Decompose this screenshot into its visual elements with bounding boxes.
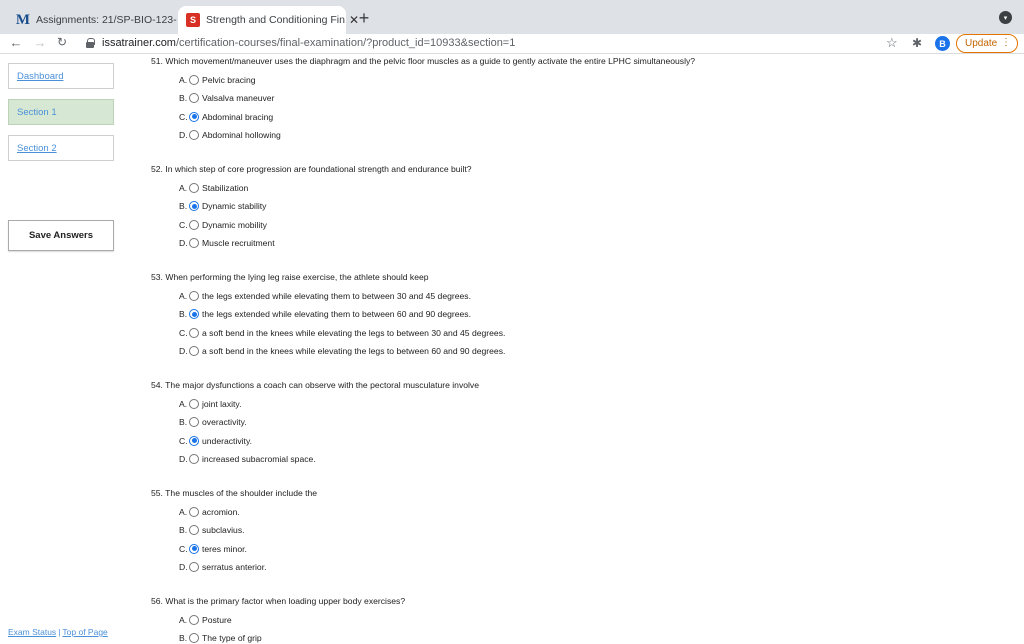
answer-option[interactable]: [151, 524, 1011, 536]
option-text[interactable]: Pelvic bracing: [202, 74, 256, 85]
option-letter: C.: [179, 219, 188, 230]
address-bar[interactable]: [102, 37, 515, 49]
question-text: 56. What is the primary factor when loading upper body exercises?: [151, 596, 406, 606]
radio-button[interactable]: [189, 436, 199, 446]
question-text: 53. When performing the lying leg raise exercise, the athlete should keep: [151, 272, 429, 282]
answer-option[interactable]: [151, 345, 1011, 357]
answer-option[interactable]: [151, 74, 1011, 86]
radio-button[interactable]: [189, 525, 199, 535]
answer-option[interactable]: [151, 398, 1011, 410]
option-letter: B.: [179, 93, 188, 104]
answer-option[interactable]: [151, 92, 1011, 104]
radio-button[interactable]: [189, 238, 199, 248]
option-text[interactable]: Stabilization: [202, 182, 249, 193]
option-text[interactable]: joint laxity.: [202, 398, 242, 409]
option-letter: C.: [179, 327, 188, 338]
tab-assignments[interactable]: [8, 6, 178, 34]
question-text: 55. The muscles of the shoulder include the: [151, 488, 318, 498]
radio-button[interactable]: [189, 112, 199, 122]
option-letter: D.: [179, 346, 188, 357]
answer-option[interactable]: [151, 614, 1011, 626]
option-text[interactable]: Valsalva maneuver: [202, 93, 275, 104]
radio-button[interactable]: [189, 633, 199, 643]
option-text[interactable]: overactivity.: [202, 417, 247, 428]
footer-separator: |: [58, 627, 61, 637]
option-letter: C.: [179, 435, 188, 446]
update-label: Update: [965, 38, 998, 49]
sidebar-item-dashboard: [8, 63, 114, 89]
update-button[interactable]: [956, 34, 1018, 53]
bookmark-star-icon[interactable]: ☆: [886, 35, 898, 50]
answer-option[interactable]: [151, 219, 1011, 231]
radio-button[interactable]: [189, 93, 199, 103]
question-text: 52. In which step of core progression are foundational strength and endurance built?: [151, 164, 472, 174]
option-letter: B.: [179, 417, 188, 428]
radio-button[interactable]: [189, 291, 199, 301]
option-text[interactable]: subclavius.: [202, 525, 245, 536]
answer-option[interactable]: [151, 290, 1011, 302]
option-letter: A.: [179, 506, 188, 517]
answer-option[interactable]: [151, 237, 1011, 249]
option-text[interactable]: Abdominal hollowing: [202, 130, 281, 141]
question-54: [151, 379, 1011, 465]
exam-questions: [151, 55, 1011, 644]
option-letter: B.: [179, 201, 188, 212]
radio-button[interactable]: [189, 328, 199, 338]
radio-button[interactable]: [189, 201, 199, 211]
answer-option[interactable]: [151, 561, 1011, 573]
option-text[interactable]: serratus anterior.: [202, 562, 267, 573]
sidebar-item-section-2: [8, 135, 114, 161]
question-52: [151, 163, 1011, 249]
answer-option[interactable]: [151, 129, 1011, 141]
radio-button[interactable]: [189, 75, 199, 85]
option-letter: D.: [179, 562, 188, 573]
option-letter: A.: [179, 74, 188, 85]
option-letter: B.: [179, 525, 188, 536]
option-letter: A.: [179, 290, 188, 301]
option-letter: C.: [179, 111, 188, 122]
answer-option[interactable]: [151, 327, 1011, 339]
answer-option[interactable]: [151, 111, 1011, 123]
top-of-page-link[interactable]: Top of Page: [62, 627, 108, 637]
question-text: 51. Which movement/maneuver uses the diaphragm and the pelvic floor muscles as a guide to gently activate the entire LPHC simultaneously?: [151, 56, 696, 66]
sidebar-item-section-1[interactable]: [8, 99, 114, 125]
option-text[interactable]: the legs extended while elevating them to between 30 and 45 degrees.: [202, 290, 471, 301]
reload-icon[interactable]: ↻: [56, 35, 68, 49]
radio-button[interactable]: [189, 220, 199, 230]
answer-option[interactable]: [151, 308, 1011, 320]
option-letter: A.: [179, 398, 188, 409]
answer-option[interactable]: [151, 543, 1011, 555]
option-letter: A.: [179, 182, 188, 193]
save-answers-button[interactable]: Save Answers: [8, 220, 114, 251]
option-letter: B.: [179, 633, 188, 644]
option-letter: D.: [179, 130, 188, 141]
back-arrow-icon[interactable]: ←: [9, 35, 23, 50]
browser-toolbar: [0, 34, 1024, 54]
radio-button[interactable]: [189, 417, 199, 427]
radio-button[interactable]: [189, 183, 199, 193]
option-text[interactable]: Muscle recruitment: [202, 238, 275, 249]
answer-option[interactable]: [151, 416, 1011, 428]
radio-button[interactable]: [189, 309, 199, 319]
forward-arrow-icon[interactable]: →: [33, 35, 47, 50]
option-text[interactable]: Abdominal bracing: [202, 111, 274, 122]
exam-sidebar: [0, 55, 120, 640]
close-tab-icon[interactable]: ✕: [348, 13, 359, 27]
extensions-puzzle-icon[interactable]: ✱: [912, 36, 923, 50]
option-text[interactable]: acromion.: [202, 506, 240, 517]
option-text[interactable]: underactivity.: [202, 435, 252, 446]
kebab-menu-icon: ⋮: [1001, 37, 1011, 48]
question-55: [151, 487, 1011, 573]
radio-button[interactable]: [189, 130, 199, 140]
radio-button[interactable]: [189, 615, 199, 625]
url-host: issatrainer.com: [102, 37, 176, 49]
section-1-label: Section 1: [17, 106, 57, 118]
answer-option[interactable]: [151, 453, 1011, 465]
radio-button[interactable]: [189, 346, 199, 356]
radio-button[interactable]: [189, 507, 199, 517]
answer-option[interactable]: [151, 200, 1011, 212]
tab-strength-conditioning[interactable]: [178, 6, 359, 34]
option-text[interactable]: a soft bend in the knees while elevating the legs to between 30 and 45 degrees.: [202, 327, 506, 338]
radio-button[interactable]: [189, 399, 199, 409]
profile-avatar[interactable]: B: [935, 36, 950, 51]
option-letter: A.: [179, 614, 188, 625]
answer-option[interactable]: [151, 182, 1011, 194]
option-text[interactable]: Posture: [202, 614, 232, 625]
question-53: [151, 271, 1011, 357]
tab-search-icon[interactable]: ▾: [999, 11, 1012, 24]
question-text: 54. The major dysfunctions a coach can observe with the pectoral musculature involve: [151, 380, 480, 390]
tab-title: Strength and Conditioning Fin: [206, 14, 345, 26]
option-text[interactable]: teres minor.: [202, 543, 247, 554]
option-letter: B.: [179, 309, 188, 320]
option-text[interactable]: The type of grip: [202, 633, 262, 644]
section-2-link[interactable]: Section 2: [17, 142, 57, 154]
answer-option[interactable]: [151, 632, 1011, 644]
question-51: [151, 55, 1011, 141]
radio-button[interactable]: [189, 562, 199, 572]
option-text[interactable]: Dynamic stability: [202, 201, 267, 212]
question-56: [151, 595, 1011, 644]
lock-icon[interactable]: [86, 38, 94, 48]
option-text[interactable]: the legs extended while elevating them to between 60 and 90 degrees.: [202, 309, 471, 320]
answer-option[interactable]: [151, 435, 1011, 447]
option-letter: C.: [179, 543, 188, 554]
radio-button[interactable]: [189, 454, 199, 464]
dashboard-link[interactable]: Dashboard: [17, 70, 64, 82]
moodle-favicon-icon: M: [15, 11, 31, 28]
option-letter: D.: [179, 454, 188, 465]
footer-links: [8, 627, 108, 637]
url-path: /certification-courses/final-examination/?product_id=10933&section=1: [175, 37, 516, 49]
option-letter: D.: [179, 238, 188, 249]
tab-title: Assignments: 21/SP-BIO-123-: [36, 14, 177, 26]
radio-button[interactable]: [189, 544, 199, 554]
answer-option[interactable]: [151, 506, 1011, 518]
new-tab-button[interactable]: +: [358, 8, 370, 28]
browser-tab-strip: [0, 0, 1024, 34]
option-text[interactable]: increased subacromial space.: [202, 454, 316, 465]
exam-status-link[interactable]: Exam Status: [8, 627, 57, 637]
option-text[interactable]: Dynamic mobility: [202, 219, 267, 230]
issa-favicon-icon: S: [186, 13, 200, 27]
option-text[interactable]: a soft bend in the knees while elevating the legs to between 60 and 90 degrees.: [202, 346, 506, 357]
